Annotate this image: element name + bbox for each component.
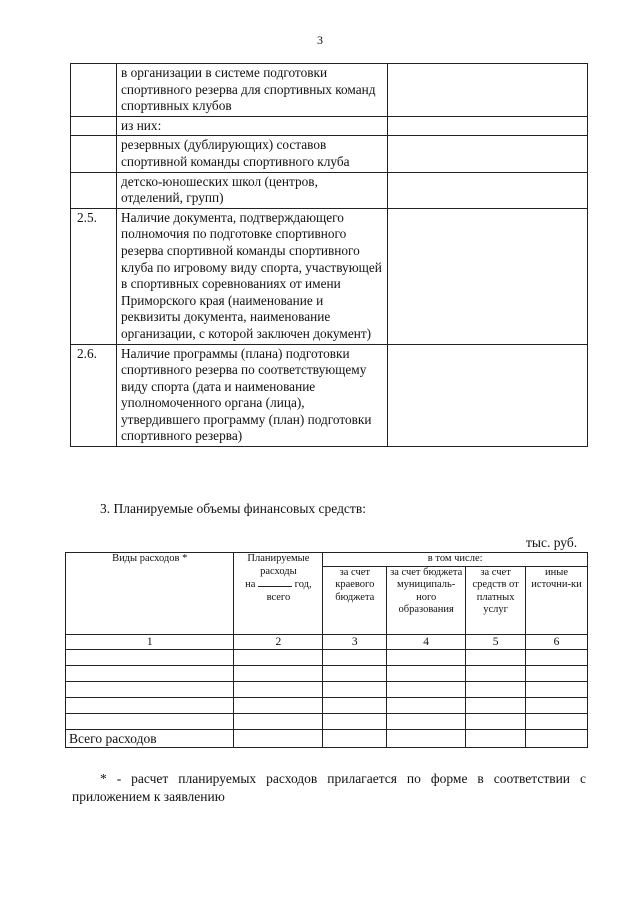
table-row <box>66 697 588 713</box>
row-description: Наличие документа, подтверждающего полномочия по подготовке спортивного резерва спортивной команды спортивного клуба по игровому виду спорта, участвующей в спортивных соревнованиях от имени Приморского края (наименование и реквизиты документа, наименование организации, с которой заключен документ) <box>117 208 388 344</box>
table-cell[interactable] <box>66 681 234 697</box>
table-cell[interactable] <box>387 713 466 729</box>
table-cell[interactable] <box>323 649 387 665</box>
header-planned-total: Планируемые расходы на год, всего <box>234 553 323 635</box>
row-description: в организации в системе подготовки спортивного резерва для спортивных команд спортивных клубов <box>117 64 388 117</box>
table-row <box>66 665 588 681</box>
table-cell[interactable] <box>234 665 323 681</box>
table-cell[interactable] <box>234 729 323 747</box>
table-cell[interactable] <box>323 681 387 697</box>
row-number: 2.5. <box>71 208 117 344</box>
table-row <box>66 713 588 729</box>
row-value-cell[interactable] <box>388 136 588 172</box>
table-row <box>71 116 588 136</box>
table-cell[interactable] <box>387 729 466 747</box>
row-number <box>71 172 117 208</box>
footnote: * - расчет планируемых расходов прилагается по форме в соответствии с приложением к заявлению <box>72 771 586 804</box>
total-row <box>66 729 588 747</box>
table-cell[interactable] <box>466 665 526 681</box>
table-cell[interactable] <box>466 681 526 697</box>
row-value-cell[interactable] <box>388 64 588 117</box>
table-cell[interactable] <box>234 681 323 697</box>
header-regional-budget: за счет краевого бюджета <box>323 566 387 634</box>
row-number <box>71 136 117 172</box>
column-number: 6 <box>526 634 588 649</box>
table-cell[interactable] <box>323 713 387 729</box>
header-municipal-budget: за счет бюджета муниципаль-ного образования <box>387 566 466 634</box>
table-cell[interactable] <box>466 729 526 747</box>
applicant-info-table <box>70 63 588 447</box>
row-description: Наличие программы (плана) подготовки спортивного резерва по соответствующему виду спорта (дата и наименование уполномоченного органа (лица), утвердившего программу (план) подготовки спортивного резерва) <box>117 344 388 447</box>
table-row <box>71 64 588 117</box>
table-row <box>71 208 588 344</box>
year-blank <box>258 578 292 587</box>
currency-unit: тыс. руб. <box>526 535 578 550</box>
table-cell[interactable] <box>234 697 323 713</box>
row-value-cell[interactable] <box>388 172 588 208</box>
table-row <box>71 172 588 208</box>
table-cell[interactable] <box>526 697 588 713</box>
row-value-cell[interactable] <box>388 116 588 136</box>
table-cell[interactable] <box>466 713 526 729</box>
header-other-sources: иные источни-ки <box>526 566 588 634</box>
table-cell[interactable] <box>234 713 323 729</box>
row-number: 2.6. <box>71 344 117 447</box>
total-label: Всего расходов <box>66 729 234 747</box>
table-cell[interactable] <box>387 697 466 713</box>
row-description: детско-юношеских школ (центров, отделений, групп) <box>117 172 388 208</box>
table-cell[interactable] <box>66 649 234 665</box>
table-cell[interactable] <box>526 665 588 681</box>
table-cell[interactable] <box>466 649 526 665</box>
table-row <box>66 649 588 665</box>
table-cell[interactable] <box>323 729 387 747</box>
column-number: 3 <box>323 634 387 649</box>
table-cell[interactable] <box>526 713 588 729</box>
table-cell[interactable] <box>526 681 588 697</box>
row-description: из них: <box>117 116 388 136</box>
section-title: 3. Планируемые объемы финансовых средств: <box>100 501 366 516</box>
table-cell[interactable] <box>387 649 466 665</box>
column-number: 5 <box>466 634 526 649</box>
row-value-cell[interactable] <box>388 208 588 344</box>
row-number <box>71 116 117 136</box>
row-number <box>71 64 117 117</box>
table-cell[interactable] <box>66 713 234 729</box>
column-numbers-row <box>66 634 588 649</box>
table-cell[interactable] <box>526 649 588 665</box>
table-cell[interactable] <box>387 665 466 681</box>
table-cell[interactable] <box>387 681 466 697</box>
column-number: 1 <box>66 634 234 649</box>
column-number: 2 <box>234 634 323 649</box>
row-description: резервных (дублирующих) составов спортивной команды спортивного клуба <box>117 136 388 172</box>
table-cell[interactable] <box>466 697 526 713</box>
column-number: 4 <box>387 634 466 649</box>
table-cell[interactable] <box>323 665 387 681</box>
table-row <box>66 681 588 697</box>
header-paid-services: за счет средств от платных услуг <box>466 566 526 634</box>
header-expense-types: Виды расходов * <box>66 553 234 635</box>
table-row <box>71 344 588 447</box>
table-cell[interactable] <box>66 697 234 713</box>
financing-table <box>65 552 588 748</box>
table-cell[interactable] <box>66 665 234 681</box>
table-row <box>71 136 588 172</box>
row-value-cell[interactable] <box>388 344 588 447</box>
table-cell[interactable] <box>526 729 588 747</box>
header-including: в том числе: <box>323 553 588 567</box>
table-cell[interactable] <box>234 649 323 665</box>
table-cell[interactable] <box>323 697 387 713</box>
page-number: 3 <box>317 33 323 47</box>
